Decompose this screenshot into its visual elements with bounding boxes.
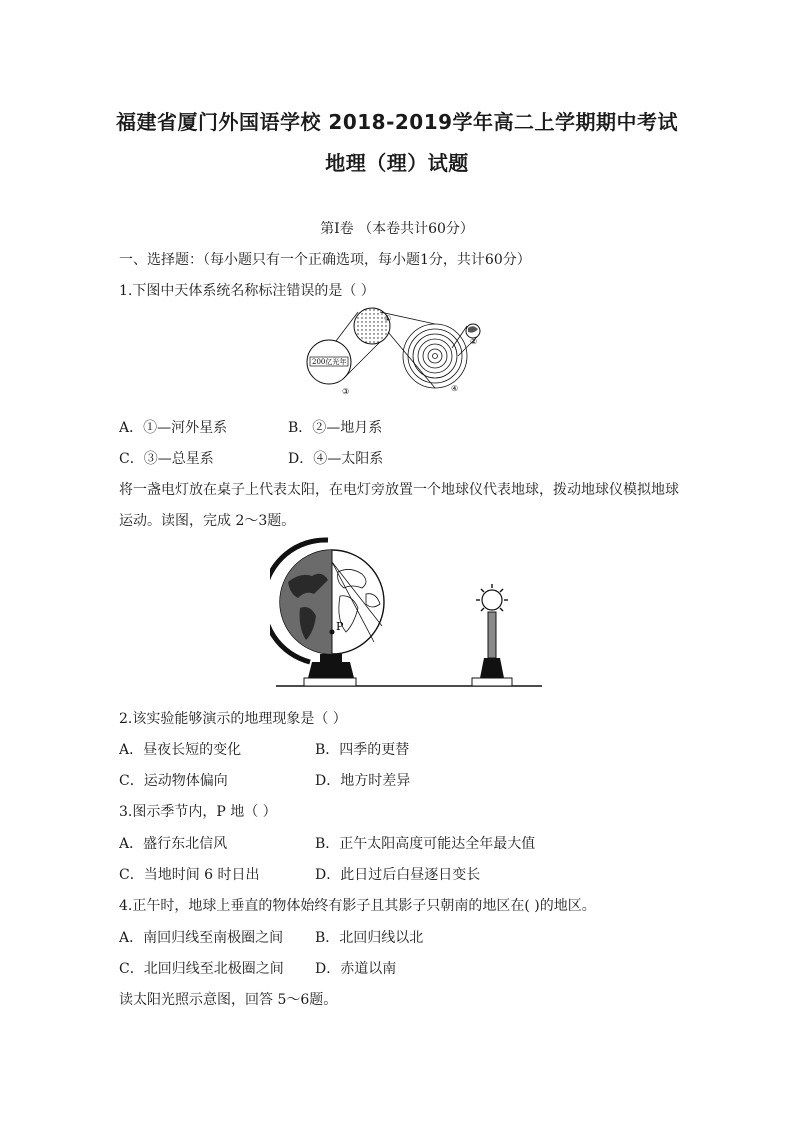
globe-and-lamp-diagram: [270, 532, 550, 692]
question-4-stem: 4.正午时，地球上垂直的物体始终有影子且其影子只朝南的地区在( )的地区。: [119, 898, 596, 914]
question-2-option-c: C．运动物体偏向: [119, 773, 228, 789]
point-p: [330, 630, 335, 635]
question-4-option-d: D．赤道以南: [315, 961, 397, 977]
lamp: [472, 584, 512, 686]
question-3-stem: 3.图示季节内，P 地（ ）: [119, 804, 277, 820]
intro-5-6-line1: 读太阳光照示意图，回答 5～6题。: [119, 992, 338, 1008]
exam-title-line1: 福建省厦门外国语学校 2018-2019学年高二上学期期中考试: [115, 110, 679, 134]
label-4: ④: [451, 384, 459, 393]
label-3: ③: [342, 387, 350, 396]
question-1-option-b: B．②—地月系: [288, 420, 383, 436]
question-4-option-a: A．南回归线至南极圈之间: [119, 930, 284, 946]
section-instruction: 一、选择题：（每小题只有一个正确选项，每小题1分，共计60分）: [119, 252, 531, 268]
point-p-label: P: [336, 620, 344, 633]
label-2: ②: [470, 337, 478, 346]
question-4-option-b: B．北回归线以北: [315, 930, 424, 946]
question-3-option-a: A．盛行东北信风: [119, 836, 228, 852]
question-4-option-c: C．北回归线至北极圈之间: [119, 961, 284, 977]
section-heading: 第Ⅰ卷 （本卷共计60分）: [320, 221, 474, 237]
question-2-stem: 2.该实验能够演示的地理现象是（ ）: [119, 711, 347, 727]
system-circle-4: [403, 324, 467, 388]
label-1: ①: [384, 314, 392, 323]
question-1-option-d: D．④—太阳系: [288, 451, 384, 467]
celestial-systems-diagram: [300, 304, 500, 400]
question-2-option-a: A．昼夜长短的变化: [119, 742, 242, 758]
question-1-stem: 1.下图中天体系统名称标注错误的是（ ）: [119, 283, 375, 299]
question-3-option-d: D．此日过后白昼逐日变长: [315, 867, 481, 883]
question-3-option-b: B．正午太阳高度可能达全年最大值: [315, 836, 536, 852]
globe: [280, 550, 384, 654]
question-2-option-d: D．地方时差异: [315, 773, 411, 789]
question-2-option-b: B．四季的更替: [315, 742, 410, 758]
question-3-option-c: C．当地时间 6 时日出: [119, 867, 260, 883]
question-1-option-a: A．①—河外星系: [119, 420, 228, 436]
intro-2-3-line1: 将一盏电灯放在桌子上代表太阳，在电灯旁放置一个地球仪代表地球，拨动地球仪模拟地球: [119, 482, 679, 498]
question-1-option-c: C．③—总星系: [119, 451, 214, 467]
scale-label: 200亿光年: [312, 358, 347, 366]
intro-2-3-line2: 运动。读图，完成 2～3题。: [119, 513, 296, 529]
exam-title-line2: 地理（理）试题: [325, 151, 469, 175]
